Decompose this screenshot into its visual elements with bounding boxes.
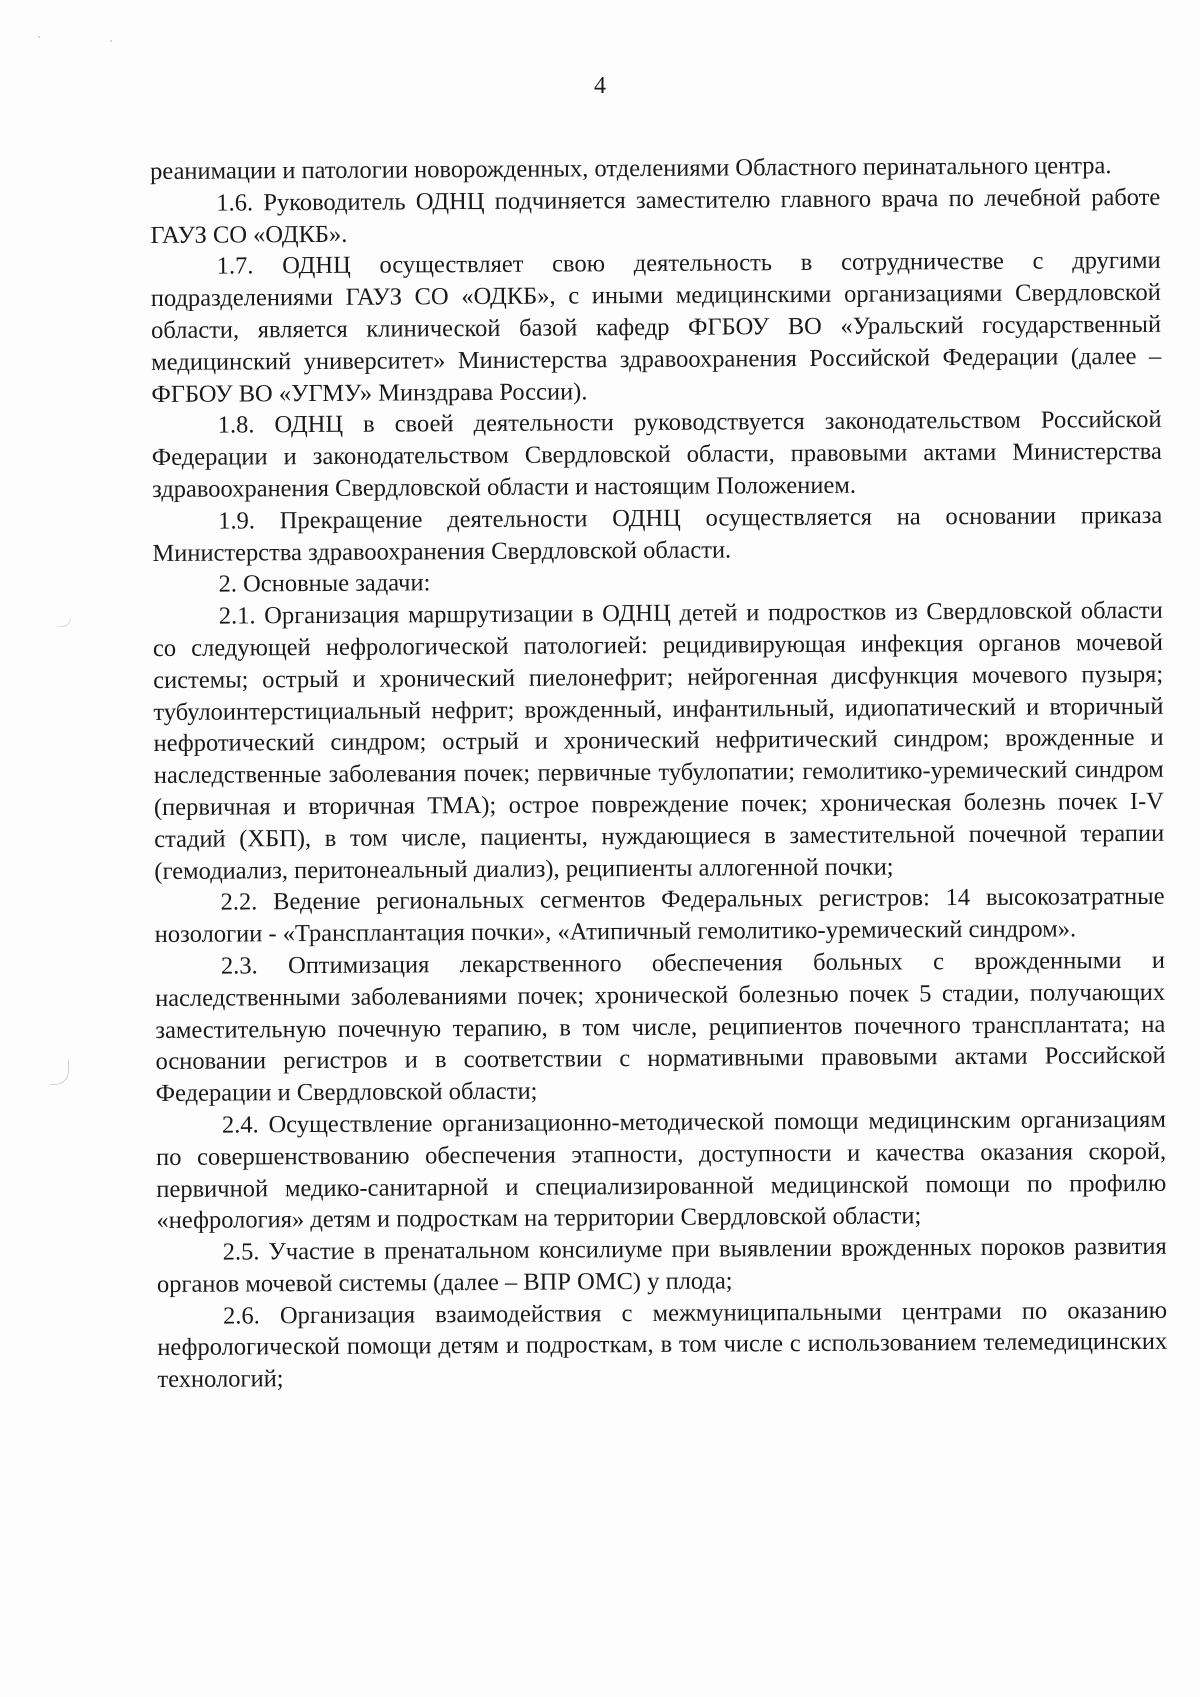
paragraph: 2.3. Оптимизация лекарственного обеспечения больных с врожденными и наследственными заболеваниями почек; хронической болезнью почек 5 стадии, получающих заместительную почечную терапию, в том числе, реципиентов почечного трансплантата; на основании регистров и в соответствии с нормативными правовыми актами Российской Федерации и Свердловской области; [155, 946, 1166, 1108]
paragraph: 2.2. Ведение региональных сегментов Федеральных регистров: 14 высокозатратные нозологии - «Трансплантация почки», «Атипичный гемолитико-уремический синдром». [154, 883, 1165, 949]
paragraph: 1.6. Руководитель ОДНЦ подчиняется заместителю главного врача по лечебной работе ГАУЗ СО «ОДКБ». [150, 183, 1161, 249]
paragraph: 2.6. Организация взаимодействия с межмуниципальными центрами по оказанию нефрологической помощи детям и подросткам, в том числе с использованием телемедицинских технологий; [157, 1296, 1168, 1394]
scan-speck [38, 36, 40, 38]
paragraph: 1.7. ОДНЦ осуществляет свою деятельность в сотрудничестве с другими подразделениями ГАУЗ СО «ОДКБ», с иными медицинскими организациями Свердловской области, является клинической базой кафедр ФГБОУ ВО «Уральский государственный медицинский университет» Министерства здравоохранения Российской Федерации (далее – ФГБОУ ВО «УГМУ» Минздрава России). [150, 247, 1162, 408]
scan-artifact [58, 618, 71, 627]
document-body [150, 150, 1168, 1396]
scan-artifact [50, 1060, 69, 1085]
paragraph: 2.5. Участие в пренатальном консилиуме при выявлении врожденных пороков развития органов мочевой системы (далее – ВПР ОМС) у плода; [156, 1232, 1167, 1298]
paragraph: 1.8. ОДНЦ в своей деятельности руководствуется законодательством Российской Федерации и законодательством Свердловской области, правовыми актами Министерства здравоохранения Свердловской области и настоящим Положением. [151, 406, 1162, 503]
page-number: 4 [594, 73, 606, 99]
scan-speck [110, 40, 112, 42]
paragraph: реанимации и патологии новорожденных, отделениями Областного перинатального центра. [150, 152, 1112, 185]
section-heading: 2. Основные задачи: [218, 569, 431, 598]
paragraph: 2.1. Организация маршрутизации в ОДНЦ детей и подростков из Свердловской области со следующей нефрологической патологией: рецидивирующая инфекция органов мочевой системы; острый и хронический пиелонефрит; нейрогенная дисфункция мочевого пузыря; тубулоинтерстициальный нефрит; врожденный, инфантильный, идиопатический и вторичный нефротический синдром; острый и хронический нефритический синдром; врожденные и наследственные заболевания почек; первичные тубулопатии; гемолитико-уремический синдром (первичная и вторичная ТМА); острое повреждение почек; хроническая болезнь почек I-V стадий (ХБП), в том числе, пациенты, нуждающиеся в заместительной почечной терапии (гемодиализ, перитонеальный диализ), реципиенты аллогенной почки; [152, 596, 1165, 885]
paragraph: 2.4. Осуществление организационно-методической помощи медицинским организациям по совершенствованию обеспечения этапности, доступности и качества оказания скорой, первичной медико-санитарной и специализированной медицинской помощи по профилю «нефрология» детям и подросткам на территории Свердловской области; [156, 1105, 1167, 1235]
paragraph: 1.9. Прекращение деятельности ОДНЦ осуществляется на основании приказа Министерства здравоохранения Свердловской области. [152, 501, 1163, 567]
